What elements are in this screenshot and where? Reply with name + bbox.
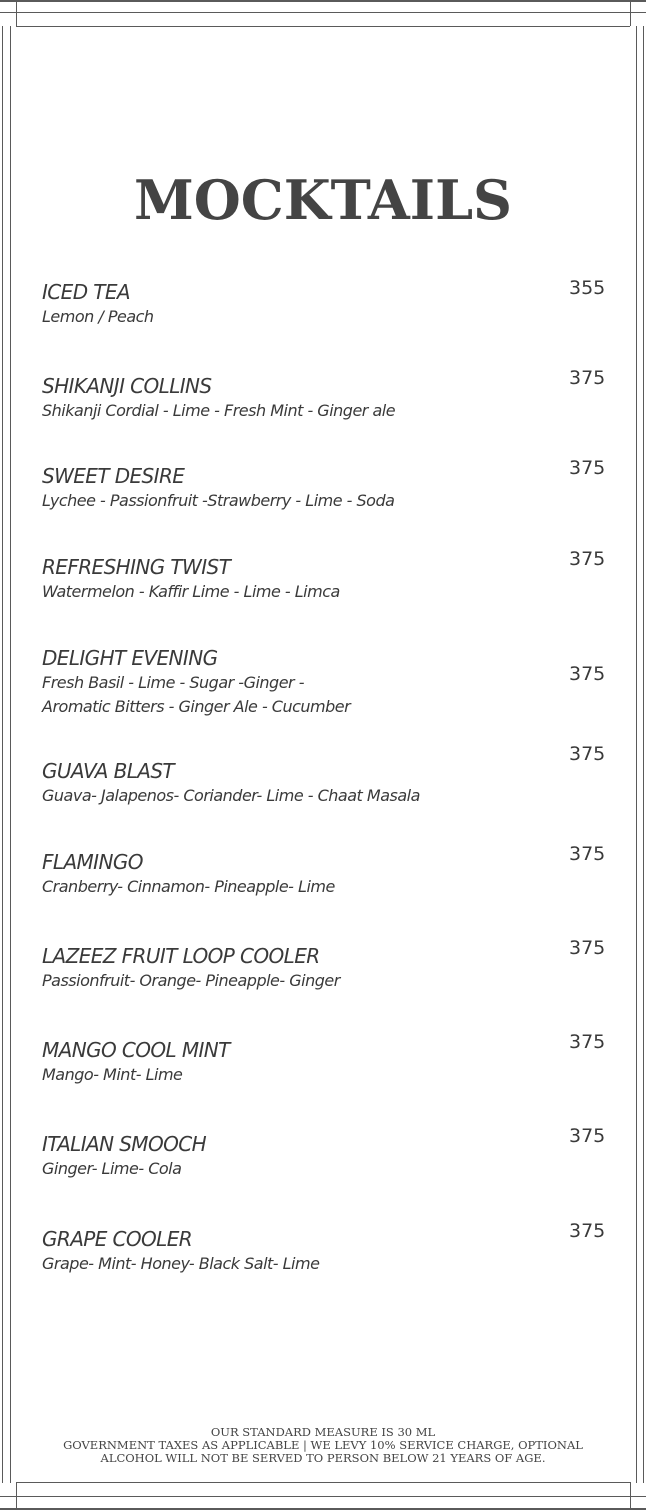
item-description: Passionfruit- Orange- Pineapple- Ginger (42, 971, 340, 990)
item-name: ITALIAN SMOOCH (42, 1132, 207, 1156)
item-price: 375 (569, 1125, 606, 1147)
item-price: 375 (569, 548, 606, 570)
frame-top-inner-1 (0, 12, 646, 13)
menu-title: MOCKTAILS (133, 168, 513, 232)
frame-left-inner (10, 26, 11, 1483)
frame-right-bottom-stub (630, 1482, 631, 1510)
item-name: ICED TEA (42, 280, 130, 304)
item-description: Grape- Mint- Honey- Black Salt- Lime (42, 1254, 320, 1273)
frame-left-top-stub (16, 0, 17, 26)
menu-item (42, 279, 622, 329)
frame-right-top-stub (630, 0, 631, 26)
item-name: REFRESHING TWIST (42, 555, 231, 579)
footer-line-alcohol: ALCOHOL WILL NOT BE SERVED TO PERSON BELOW 21 YEARS OF AGE. (100, 1451, 546, 1465)
item-description: Ginger- Lime- Cola (42, 1159, 182, 1178)
item-price: 375 (569, 457, 606, 479)
item-description: Mango- Mint- Lime (42, 1065, 183, 1084)
item-name: FLAMINGO (42, 850, 143, 874)
item-description: Lemon / Peach (42, 307, 154, 326)
item-name: LAZEEZ FRUIT LOOP COOLER (42, 944, 320, 968)
item-price: 355 (569, 277, 606, 299)
item-description: Cranberry- Cinnamon- Pineapple- Lime (42, 877, 335, 896)
item-description: Guava- Jalapenos- Coriander- Lime - Chaat Masala (42, 786, 420, 805)
frame-bottom-inner-1 (0, 1496, 646, 1497)
menu-item (42, 554, 622, 604)
item-price: 375 (569, 367, 606, 389)
footer-line-taxes: GOVERNMENT TAXES AS APPLICABLE | WE LEVY 10% SERVICE CHARGE, OPTIONAL (63, 1438, 583, 1452)
item-description: Aromatic Bitters - Ginger Ale - Cucumber (42, 697, 351, 716)
item-description: Shikanji Cordial - Lime - Fresh Mint - Ginger ale (42, 401, 396, 420)
item-name: GUAVA BLAST (42, 759, 175, 783)
item-description: Lychee - Passionfruit -Strawberry - Lime - Soda (42, 491, 395, 510)
item-price: 375 (569, 1031, 606, 1053)
menu-item (42, 849, 622, 899)
frame-bottom-inner-2 (16, 1482, 630, 1483)
frame-right-inner (636, 26, 637, 1483)
menu-item (42, 1226, 622, 1276)
item-price: 375 (569, 937, 606, 959)
item-name: SHIKANJI COLLINS (42, 374, 212, 398)
item-name: DELIGHT EVENING (42, 646, 218, 670)
menu-item (42, 645, 622, 719)
menu-item (42, 1037, 622, 1087)
footer-line-measure: OUR STANDARD MEASURE IS 30 ML (210, 1425, 436, 1439)
item-name: SWEET DESIRE (42, 464, 185, 488)
footer-notes (0, 1426, 646, 1465)
item-price: 375 (569, 1220, 606, 1242)
item-price: 375 (569, 843, 606, 865)
item-description: Fresh Basil - Lime - Sugar -Ginger - (42, 673, 304, 692)
item-description: Watermelon - Kaffir Lime - Lime - Limca (42, 582, 340, 601)
item-name: GRAPE COOLER (42, 1227, 193, 1251)
menu-item (42, 758, 622, 808)
menu-item (42, 373, 622, 423)
frame-top-outer (0, 0, 646, 2)
item-price: 375 (569, 743, 606, 765)
frame-left-outer (2, 26, 3, 1483)
frame-left-bottom-stub (16, 1482, 17, 1510)
menu-item (42, 943, 622, 993)
menu-item (42, 463, 622, 513)
menu-item (42, 1131, 622, 1181)
item-name: MANGO COOL MINT (42, 1038, 230, 1062)
frame-right-outer (643, 26, 644, 1483)
item-price: 375 (569, 663, 606, 685)
frame-top-inner-2 (16, 26, 630, 27)
